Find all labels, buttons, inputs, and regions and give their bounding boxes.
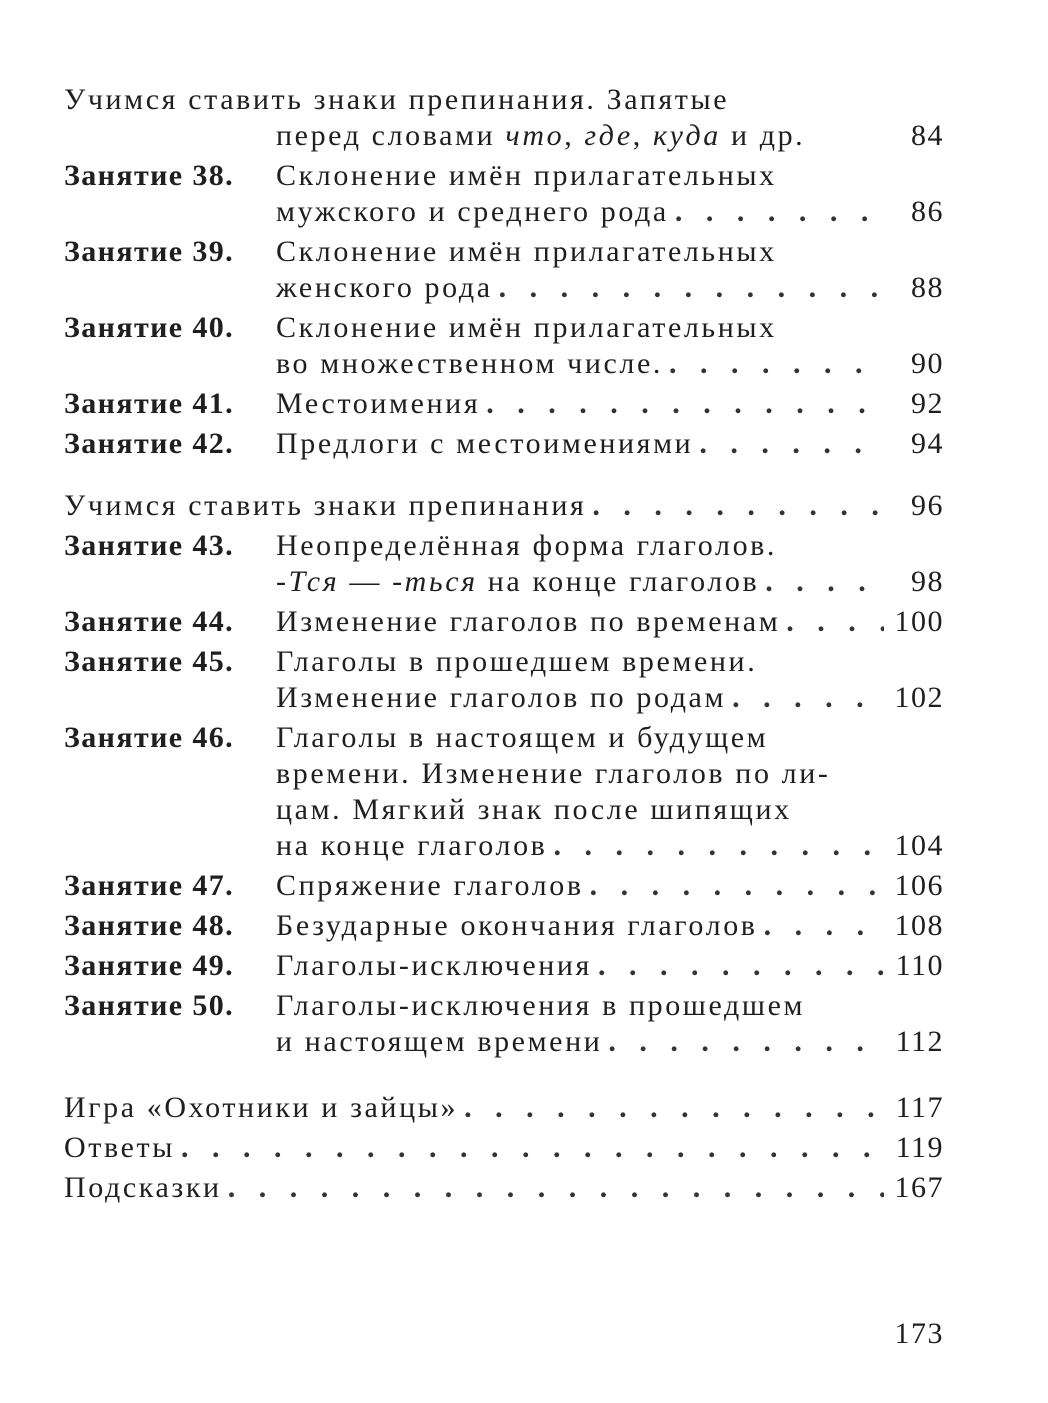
dot-leader [228,1170,884,1206]
dot-leader [592,488,884,524]
entry-page-number: 108 [894,909,944,942]
toc-entry [64,234,944,306]
entry-title-line: Изменение глаголов по родам [276,681,727,714]
entry-title-line: цам. Мягкий знак после шипящих [276,793,792,826]
toc-entry [64,720,944,864]
toc-entry-line [64,386,944,422]
toc-entry [64,988,944,1060]
toc-entry-line [64,1170,944,1206]
dot-leader [464,1090,884,1126]
entry-title-line: Подсказки [64,1171,222,1204]
entry-page-number: 104 [894,829,944,862]
entry-title-line: Игра «Охотники и зайцы» [64,1091,459,1124]
dot-leader [499,270,884,306]
lesson-label: Занятие 49. [64,949,235,982]
lesson-label: Занятие 38. [64,159,235,192]
toc-entry [64,528,944,600]
toc-entry-line [64,234,944,270]
dot-leader [699,426,884,462]
entry-title-line: Местоимения [276,387,481,420]
toc-entry-line [64,828,944,864]
entry-page-number: 167 [894,1171,944,1204]
toc-entry-line [64,1024,944,1060]
entry-title-line: и настоящем времени [276,1025,603,1058]
dot-leader [765,564,884,600]
entry-page-number: 86 [911,195,944,228]
lesson-label: Занятие 47. [64,869,235,902]
entry-page-number: 98 [911,565,944,598]
entry-page-number: 88 [911,271,944,304]
entry-title-line: Учимся ставить знаки препинания [64,489,587,522]
entry-page-number: 94 [911,427,944,460]
toc-entry-line [64,82,944,118]
entry-title-line: мужского и среднего рода [276,195,669,228]
dot-leader [553,828,884,864]
toc-entry-line [64,1090,944,1126]
entry-title-line: Склонение имён прилагательных [276,235,777,268]
entry-title-line: Склонение имён прилагательных [276,311,777,344]
lesson-label: Занятие 42. [64,427,235,460]
toc-entry-line [64,720,944,756]
lesson-label: Занятие 39. [64,235,235,268]
entry-title-line: Спряжение глаголов [276,869,584,902]
entry-title-line: времени. Изменение глаголов по ли- [276,757,831,790]
toc-entry [64,908,944,944]
dot-leader [669,346,884,382]
entry-page-number: 117 [895,1091,944,1124]
dot-leader [764,908,884,944]
lesson-label: Занятие 43. [64,529,235,562]
entry-title-line: Учимся ставить знаки препинания. Запятые [64,83,730,116]
entry-title-line: -Тся — -ться на конце глаголов [276,565,760,598]
toc-entry [64,158,944,230]
toc-entry [64,948,944,984]
dot-leader [181,1130,884,1166]
toc-entry [64,604,944,640]
entry-title-line: Предлоги с местоимениями [276,427,694,460]
entry-title-line: Глаголы в прошедшем времени. [276,645,758,678]
toc-entry [64,1170,944,1206]
entry-page-number: 112 [895,1025,944,1058]
toc-entry [64,868,944,904]
entry-title-line: Глаголы-исключения в прошедшем [276,989,806,1022]
toc-entry [64,644,944,716]
entry-page-number: 106 [894,869,944,902]
lesson-label: Занятие 45. [64,645,235,678]
toc-entry [64,1130,944,1166]
toc-entry-line [64,194,944,230]
entry-title-line: Неопределённая форма глаголов. [276,529,778,562]
lesson-label: Занятие 50. [64,989,235,1022]
entry-page-number: 102 [894,681,944,714]
dot-leader [486,386,884,422]
toc-entry-line [64,644,944,680]
lesson-label: Занятие 41. [64,387,235,420]
toc-entry-line [64,564,944,600]
toc-entry-line [64,908,944,944]
lesson-label: Занятие 44. [64,605,235,638]
entry-page-number: 92 [911,387,944,420]
toc-entry-line [64,346,944,382]
toc-entry-line [64,1130,944,1166]
dot-leader [590,868,884,904]
toc-entry-line [64,270,944,306]
entry-title-line: перед словами что, где, куда и др. [276,119,806,152]
entry-title-line: во множественном числе. [276,347,663,380]
dot-leader [786,604,884,640]
dot-leader [608,1024,884,1060]
toc-entry-line [64,988,944,1024]
toc-entry [64,386,944,422]
entry-page-number: 119 [895,1131,944,1164]
entry-title-line: женского рода [276,271,493,304]
toc-entry-line [64,158,944,194]
toc-entry [64,488,944,524]
entry-page-number: 96 [911,489,944,522]
dot-leader [675,194,884,230]
entry-title-line: Склонение имён прилагательных [276,159,777,192]
entry-title-line: Безударные окончания глаголов [276,909,758,942]
dot-leader [598,948,884,984]
entry-title-line: Глаголы в настоящем и будущем [276,721,769,754]
toc-entry-line [64,756,944,792]
lesson-label: Занятие 40. [64,311,235,344]
entry-title-line: Глаголы-исключения [276,949,592,982]
lesson-label: Занятие 46. [64,721,235,754]
toc-entry [64,82,944,154]
entry-title-line: Изменение глаголов по временам [276,605,781,638]
entry-page-number: 100 [894,605,944,638]
lesson-label: Занятие 48. [64,909,235,942]
toc-entry [64,1090,944,1126]
toc-entry-line [64,948,944,984]
toc-entry-line [64,310,944,346]
page-number: 173 [894,1317,944,1350]
entry-page-number: 90 [911,347,944,380]
entry-page-number: 84 [911,119,944,152]
toc-entry-line [64,604,944,640]
toc-entry-line [64,680,944,716]
entry-title-line: Ответы [64,1131,175,1164]
entry-title-line: на конце глаголов [276,829,548,862]
toc-entry-line [64,792,944,828]
toc-entry-line [64,488,944,524]
toc-entry [64,426,944,462]
toc-entry-line [64,528,944,564]
entry-page-number: 110 [895,949,944,982]
toc-entry-line [64,868,944,904]
toc-entry [64,310,944,382]
table-of-contents [64,82,944,1210]
toc-entry-line [64,426,944,462]
toc-entry-line [64,118,944,154]
dot-leader [732,680,884,716]
